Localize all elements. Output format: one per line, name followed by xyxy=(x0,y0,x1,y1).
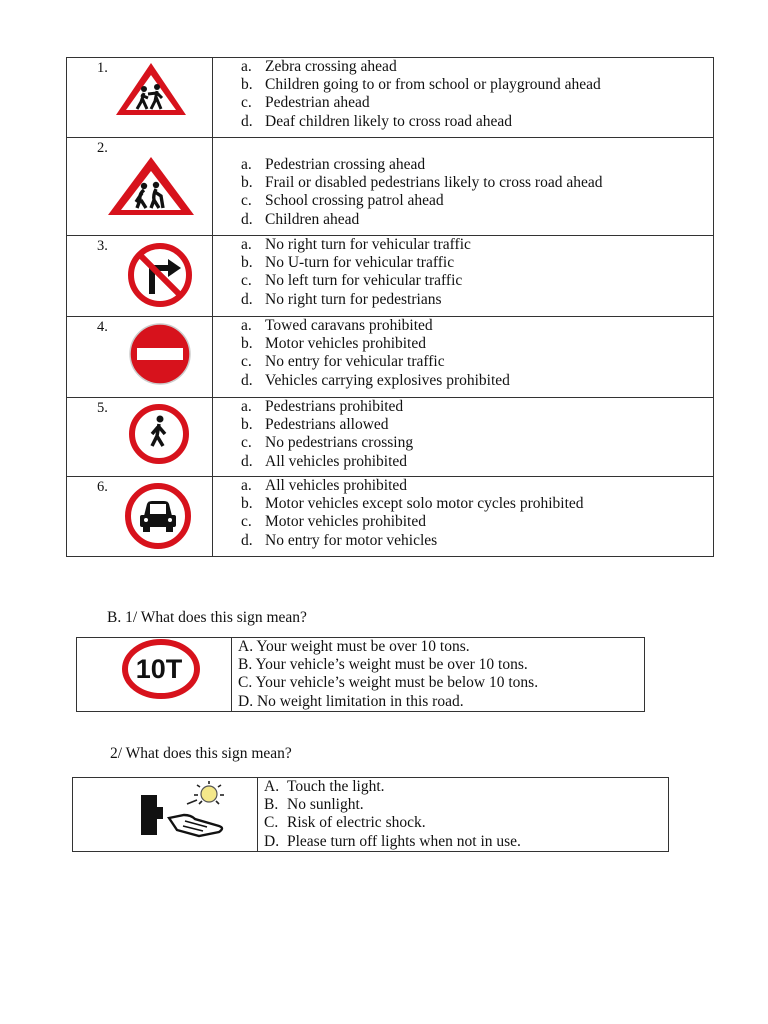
option-d[interactable]: d. Vehicles carrying explosives prohibited xyxy=(241,371,510,389)
options-cell-6 xyxy=(213,477,714,557)
question-row-5 xyxy=(67,398,714,477)
sign-cell-4 xyxy=(67,317,213,398)
options-cell-3 xyxy=(213,236,714,317)
question-b1-prompt: B. 1/ What does this sign mean? xyxy=(107,609,307,626)
option-c[interactable]: C. Risk of electric shock. xyxy=(264,814,426,832)
option-c[interactable]: c. No pedestrians crossing xyxy=(241,434,414,452)
options-cell-1 xyxy=(213,58,714,138)
option-a[interactable]: a. Pedestrians prohibited xyxy=(241,398,404,415)
question-row-4 xyxy=(67,317,714,398)
option-c[interactable]: c. School crossing patrol ahead xyxy=(241,192,444,210)
options-cell-5 xyxy=(213,398,714,477)
no-pedestrians-icon xyxy=(125,404,193,464)
option-d[interactable]: d. No right turn for pedestrians xyxy=(241,290,442,308)
option-c[interactable]: c. Motor vehicles prohibited xyxy=(241,513,426,531)
elderly-pedestrians-icon xyxy=(105,154,197,218)
question-number: 5. xyxy=(97,400,108,416)
question-number: 4. xyxy=(97,319,108,335)
option-c[interactable]: c. No entry for vehicular traffic xyxy=(241,353,445,371)
question-b1-table xyxy=(76,637,645,712)
no-entry-icon xyxy=(127,323,193,385)
option-b[interactable]: B. No sunlight. xyxy=(264,796,364,814)
question-row-3 xyxy=(67,236,714,317)
question-row-1 xyxy=(67,58,714,138)
option-b[interactable]: b. Pedestrians allowed xyxy=(241,416,389,434)
children-crossing-icon xyxy=(113,60,189,118)
options-cell-4 xyxy=(213,317,714,398)
option-b[interactable]: b. Motor vehicles prohibited xyxy=(241,335,426,353)
sign-cell-3 xyxy=(67,236,213,317)
question-number: 1. xyxy=(97,60,108,76)
sign-cell-6 xyxy=(67,477,213,557)
option-a[interactable]: a. Zebra crossing ahead xyxy=(241,58,397,75)
option-c[interactable]: c. Pedestrian ahead xyxy=(241,94,370,112)
option-d[interactable]: d. All vehicles prohibited xyxy=(241,452,408,470)
question-b2-table xyxy=(72,777,669,852)
options-cell-b1 xyxy=(232,638,645,712)
option-a[interactable]: A. Your weight must be over 10 tons. xyxy=(238,638,470,655)
option-d[interactable]: D. No weight limitation in this road. xyxy=(238,692,464,710)
option-a[interactable]: A. Touch the light. xyxy=(264,778,385,795)
option-a[interactable]: a. All vehicles prohibited xyxy=(241,477,408,494)
option-c[interactable]: C. Your vehicle’s weight must be below 10 tons. xyxy=(238,674,539,692)
no-right-turn-icon xyxy=(125,242,195,308)
sign-cell-b1 xyxy=(77,638,232,712)
option-d[interactable]: d. Children ahead xyxy=(241,210,360,228)
sign-cell-5 xyxy=(67,398,213,477)
sign-cell-2 xyxy=(67,138,213,236)
option-a[interactable]: a. Pedestrian crossing ahead xyxy=(241,156,426,173)
option-b[interactable]: b. No U-turn for vehicular traffic xyxy=(241,254,455,272)
option-b[interactable]: b. Children going to or from school or playground ahead xyxy=(241,76,601,94)
sign-cell-1 xyxy=(67,58,213,138)
question-number: 2. xyxy=(97,140,108,156)
option-d[interactable]: d. No entry for motor vehicles xyxy=(241,531,438,549)
option-b[interactable]: b. Motor vehicles except solo motor cycles prohibited xyxy=(241,495,584,513)
options-cell-b2 xyxy=(258,778,669,852)
motor-vehicles-prohibited-icon xyxy=(122,482,194,550)
question-row-2 xyxy=(67,138,714,236)
question-number: 6. xyxy=(97,479,108,495)
option-d[interactable]: D. Please turn off lights when not in use. xyxy=(264,832,521,850)
weight-limit-icon xyxy=(121,639,201,699)
question-b2-prompt: 2/ What does this sign mean? xyxy=(110,745,292,762)
section-a-table xyxy=(66,57,714,557)
option-c[interactable]: c. No left turn for vehicular traffic xyxy=(241,272,463,290)
sign-cell-b2 xyxy=(73,778,258,852)
option-d[interactable]: d. Deaf children likely to cross road ahead xyxy=(241,112,513,130)
option-b[interactable]: b. Frail or disabled pedestrians likely to cross road ahead xyxy=(241,174,603,192)
question-number: 3. xyxy=(97,238,108,254)
option-a[interactable]: a. No right turn for vehicular traffic xyxy=(241,236,471,253)
option-a[interactable]: a. Towed caravans prohibited xyxy=(241,317,433,334)
option-b[interactable]: B. Your vehicle’s weight must be over 10 tons. xyxy=(238,656,528,674)
question-row-6 xyxy=(67,477,714,557)
options-cell-2 xyxy=(213,138,714,236)
turn-off-light-icon xyxy=(139,780,231,840)
weight-limit-text: 10T xyxy=(135,654,183,684)
